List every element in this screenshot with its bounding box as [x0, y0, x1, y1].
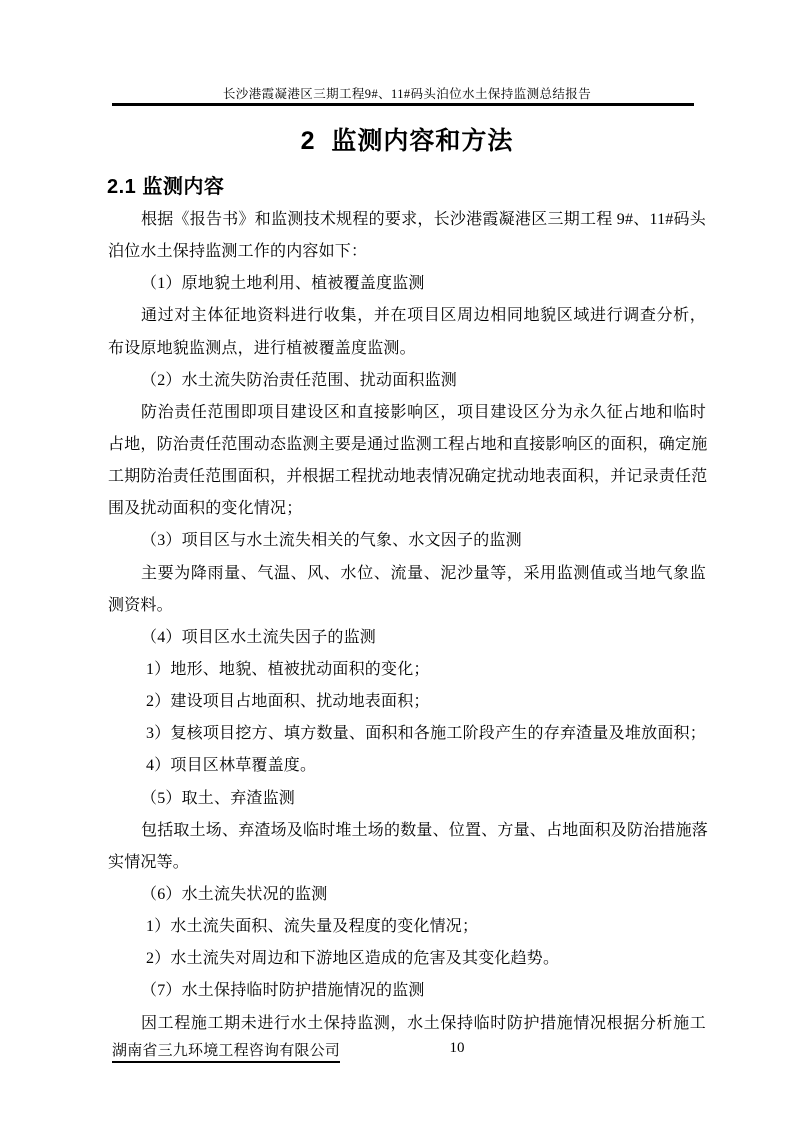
body-line: （5）取土、弃渣监测 — [141, 789, 296, 807]
body-line: （4）项目区水土流失因子的监测 — [141, 628, 377, 646]
body-line: 2）建设项目占地面积、扰动地表面积； — [146, 693, 430, 711]
footer-company-name: 湖南省三九环境工程咨询有限公司 — [112, 1039, 340, 1063]
body-line: 3）复核项目挖方、填方数量、面积和各施工阶段产生的存弃渣量及堆放面积； — [146, 725, 706, 743]
body-line: （1）原地貌土地利用、植被覆盖度监测 — [141, 275, 425, 293]
body-line: 通过对主体征地资料进行收集，并在项目区周边相同地貌区域进行调查分析， — [141, 307, 706, 325]
body-line: 工期防治责任范围面积，并根据工程扰动地表情况确定扰动地表面积，并记录责任范 — [108, 468, 708, 486]
document-body — [108, 204, 709, 1040]
body-line: 围及扰动面积的变化情况； — [108, 500, 303, 518]
body-line: 1）地形、地貌、植被扰动面积的变化； — [146, 660, 430, 678]
body-line: 4）项目区林草覆盖度。 — [146, 757, 317, 775]
header-divider-rule — [112, 103, 694, 106]
body-line: 包括取土场、弃渣场及临时堆土场的数量、位置、方量、占地面积及防治措施落 — [141, 821, 709, 839]
footer-page-number: 10 — [449, 1040, 465, 1056]
body-line: 主要为降雨量、气温、风、水位、流量、泥沙量等，采用监测值或当地气象监 — [141, 564, 706, 582]
body-line: （6）水土流失状况的监测 — [141, 885, 328, 903]
body-line: 1）水土流失面积、流失量及程度的变化情况； — [146, 918, 479, 936]
body-line: 测资料。 — [108, 596, 173, 614]
body-line: 占地，防治责任范围动态监测主要是通过监测工程占地和直接影响区的面积，确定施 — [108, 435, 708, 453]
body-line: 防治责任范围即项目建设区和直接影响区，项目建设区分为永久征占地和临时 — [141, 403, 706, 421]
section-title: 2.1 监测内容 — [107, 176, 225, 198]
body-line: 泊位水土保持监测工作的内容如下： — [108, 243, 368, 261]
body-line: （2）水土流失防治责任范围、扰动面积监测 — [141, 371, 458, 389]
body-line: 因工程施工期未进行水土保持监测，水土保持临时防护措施情况根据分析施工 — [141, 1014, 706, 1032]
body-line: 实情况等。 — [108, 853, 190, 871]
body-line: 根据《报告书》和监测技术规程的要求，长沙港霞凝港区三期工程 9#、11#码头 — [141, 211, 706, 228]
body-line: （3）项目区与水土流失相关的气象、水文因子的监测 — [141, 532, 522, 550]
body-line: （7）水土保持临时防护措施情况的监测 — [141, 982, 425, 1000]
body-line: 布设原地貌监测点，进行植被覆盖度监测。 — [108, 339, 416, 357]
body-line: 2）水土流失对周边和下游地区造成的危害及其变化趋势。 — [146, 950, 560, 968]
page-header-title: 长沙港霞凝港区三期工程9#、11#码头泊位水土保持监测总结报告 — [222, 87, 592, 101]
chapter-title: 2 监测内容和方法 — [300, 127, 514, 155]
